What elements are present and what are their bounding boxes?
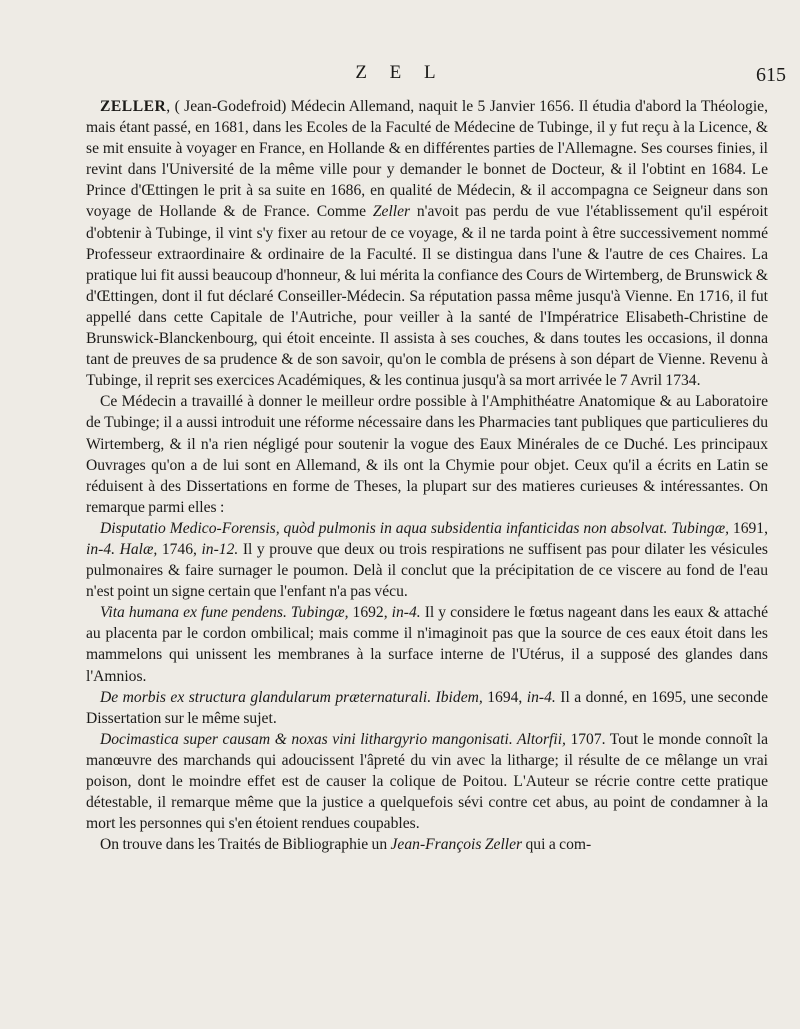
work-title: Vita humana ex fune pendens. Tubingæ, [100, 604, 349, 622]
work-title: De morbis ex structura glandularum præternaturali. Ibidem, [100, 688, 483, 706]
page-body [86, 96, 768, 855]
work-entry [86, 518, 768, 602]
work-text: Il y considere le fœtus nageant dans les eaux & attaché au placenta par le cordon ombilical; mais comme il n'imaginoit pas que la source de ces eaux étoit dans les mammelons qui unissent les membranes à la surface interne de l'Utérus, il a supposé des glandes dans l'Amnios. [86, 604, 769, 685]
work-format: in-12. [201, 540, 239, 558]
entry-headword: ZELLER [100, 98, 167, 115]
work-title: Disputatio Medico-Forensis, quòd pulmonis in aqua subsidentia infanticidas non absolvat. Tubingæ, [100, 519, 729, 537]
running-title: Z E L [355, 62, 445, 83]
work-text: Il a donné, en 1695, une seconde Dissertation sur le même sujet. [86, 688, 768, 727]
paragraph-text: Ce Médecin a travaillé à donner le meilleur ordre possible à l'Amphithéatre Anatomique & au Laboratoire de Tubinge; il a aussi introduit une réforme nécessaire dans les Pharmacies tant publiques que particulieres du Wirtemberg, & il n'a rien négligé pour soutenir la vogue des Eaux Minérales de ce Duché. Les principaux Ouvrages qu'on a de lui sont en Allemand, & ils ont la Chymie pour objet. Ceux qu'il a écrits en Latin se réduisent à des Dissertations en forme de Theses, la plupart sur des matieres curieuses & intéressantes. On remarque parmi elles : [86, 393, 768, 516]
page-number: 615 [756, 64, 786, 86]
name-italic: Zeller [372, 203, 411, 221]
work-text: 1694, [482, 688, 527, 706]
name-italic: Jean-François Zeller [390, 836, 523, 854]
work-format: in-4. [391, 604, 421, 622]
work-title: Docimastica super causam & noxas vini lithargyrio mangonisati. Altorfii, [100, 730, 566, 748]
paragraph-text: n'avoit pas perdu de vue l'établissement qu'il espéroit d'obtenir à Tubinge, il vint s'y fixer au retour de ce voyage, & il ne tarda point à être successivement nommé Professeur extraordinaire & ordinaire de la Faculté. Il se distingua dans l'une & l'autre de ces Chaires. La pratique lui fit aussi beaucoup d'honneur, & lui mérita la confiance des Cours de Wirtemberg, de Brunswick & d'Œttingen, dont il fut déclaré Conseiller-Médecin. Sa réputation passa même jusqu'à Vienne. En 1716, il fut appellé dans cette Capitale de l'Autriche, pour veiller à la santé de l'Impératrice Elisabeth-Christine de Brunswick-Blanckenbourg, qui étoit enceinte. Il assista à ses couches, & dans toutes les occasions, il donna tant de preuves de sa prudence & de son savoir, qu'on le combla de présens à son départ de Vienne. Revenu à Tubinge, il reprit ses exercices Académiques, & les continua jusqu'à sa mort arrivée le 7 Avril 1734. [86, 203, 768, 390]
work-entry [86, 729, 768, 834]
work-format: in-4. [526, 688, 556, 706]
work-entry [86, 687, 768, 729]
paragraph-text: qui a com- [522, 836, 592, 854]
paragraph-text: On trouve dans les Traités de Bibliographie un [100, 836, 391, 854]
work-text: 1691, [729, 519, 769, 537]
paragraph-text: , ( Jean-Godefroid) Médecin Allemand, naquit le 5 Janvier 1656. Il étudia d'abord la Théologie, mais étant passé, en 1681, dans les Ecoles de la Faculté de Médecine de Tubinge, il y fut reçu à la Licence, & se mit ensuite à voyager en France, en Hollande & en différentes parties de l'Allemagne. Ses courses finies, il revint dans l'Université de la même ville pour y demander le bonnet de Docteur, & il l'obtint en 1684. Le Prince d'Œttingen le prit à sa suite en 1686, en qualité de Médecin, & il accompagna ce Seigneur dans son voyage de Hollande & de France. Comme [86, 98, 768, 221]
work-text: 1707. Tout le monde connoît la manœuvre des marchands qui adoucissent l'âpreté du vin avec la litharge; il résulte de ce mêlange un vrai poison, dont le moindre effet est de causer la colique de Poitou. L'Auteur se récrie contre cette pratique détestable, il remarque même que la justice a quelquefois sévi contre cet abus, au point de condamner à la mort les personnes qui s'en étoient rendues coupables. [86, 730, 768, 833]
paragraph-biography [86, 96, 768, 391]
work-text: Il y prouve que deux ou trois respirations ne suffisent pas pour dilater les vésicules pulmonaires & faire surnager le poumon. Delà il conclut que la précipitation de ce viscere au fond de l'eau n'est point un signe certain que l'enfant n'a pas vécu. [86, 540, 768, 601]
work-text: 1746, [157, 540, 202, 558]
work-format: in-4. Halæ, [86, 540, 158, 558]
paragraph-closing [86, 834, 768, 855]
paragraph-works-intro [86, 391, 768, 518]
work-text: 1692, [348, 604, 392, 622]
work-entry [86, 602, 768, 686]
